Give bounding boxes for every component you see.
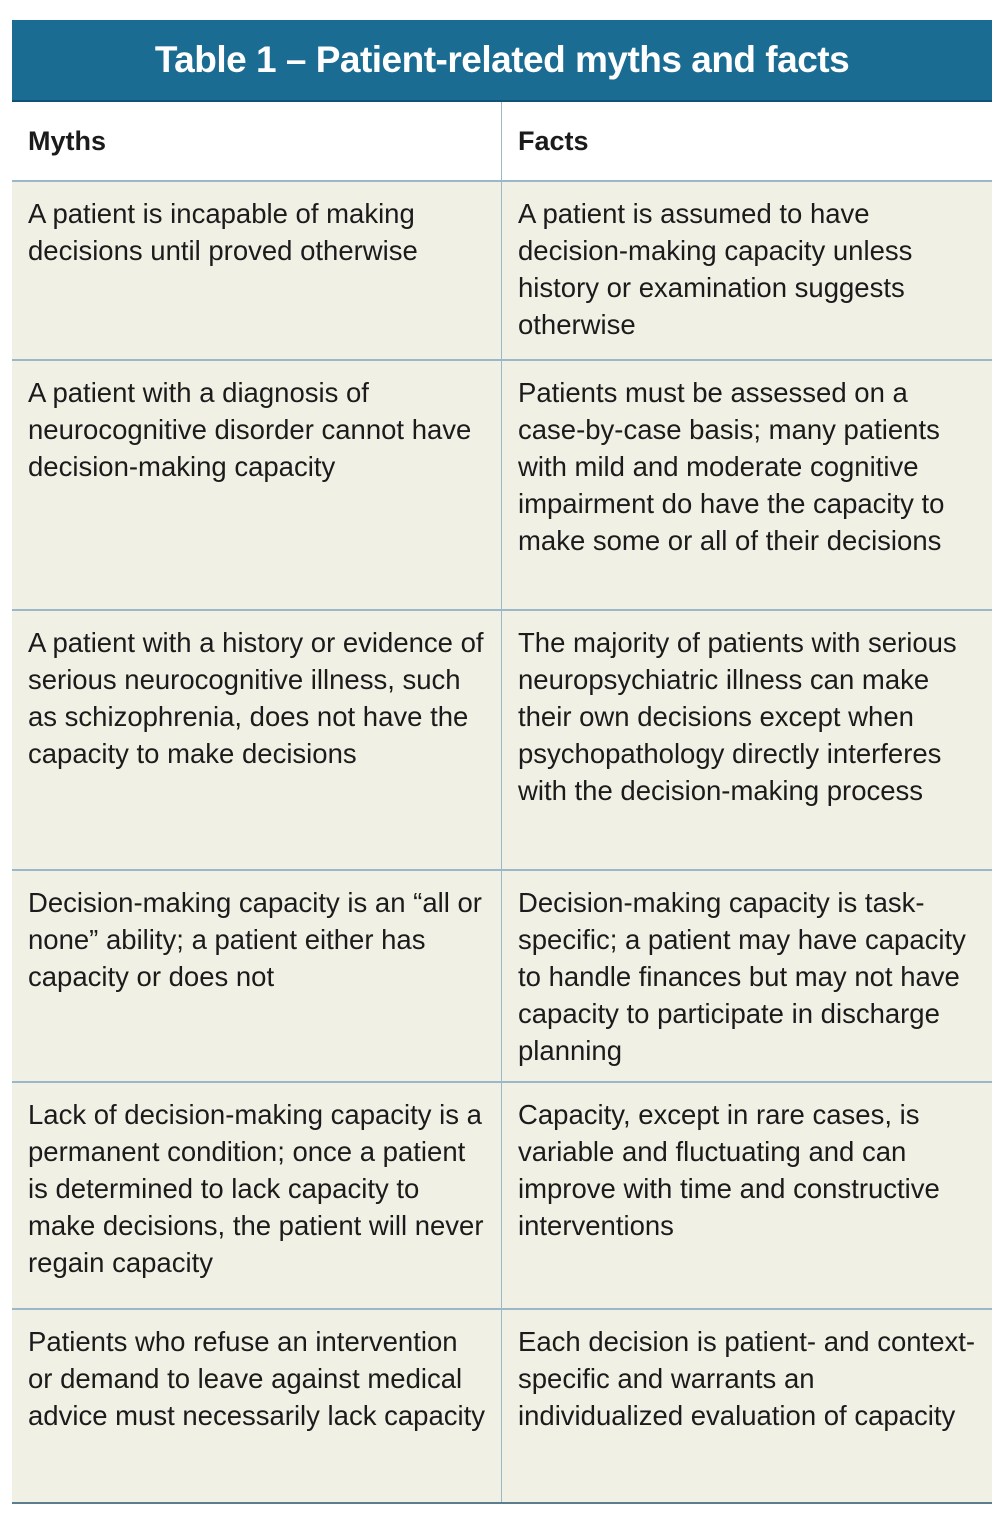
table-row: [12, 182, 992, 361]
fact-cell: Patients must be assessed on a case-by-case basis; many patients with mild and moderate cognitive impairment do have the capacity to make some or all of their decisions: [518, 377, 945, 556]
myth-cell: Lack of decision-making capacity is a permanent condition; once a patient is determined to lack capacity to make decisions, the patient will never regain capacity: [12, 1083, 502, 1308]
header-myths: Myths: [12, 102, 502, 180]
fact-cell: Each decision is patient- and context-specific and warrants an individualized evaluation of capacity: [518, 1326, 976, 1431]
myth-cell: Patients who refuse an intervention or demand to leave against medical advice must necessarily lack capacity: [12, 1310, 502, 1502]
table-row: [12, 361, 992, 611]
table-row: [12, 611, 992, 871]
table-title: Table 1 – Patient-related myths and facts: [12, 20, 992, 102]
myth-cell: A patient with a history or evidence of serious neurocognitive illness, such as schizophrenia, does not have the capacity to make decisions: [12, 611, 502, 869]
header-facts: Facts: [518, 125, 589, 156]
myths-facts-table: [12, 20, 992, 1504]
myth-cell: A patient is incapable of making decisions until proved otherwise: [12, 182, 502, 359]
myth-cell: A patient with a diagnosis of neurocognitive disorder cannot have decision-making capacity: [12, 361, 502, 609]
fact-cell: Decision-making capacity is task-specific; a patient may have capacity to handle finances but may not have capacity to participate in discharge planning: [518, 887, 966, 1066]
table-row: [12, 1083, 992, 1310]
table-header-row: [12, 102, 992, 182]
table-row: [12, 871, 992, 1083]
fact-cell: The majority of patients with serious neuropsychiatric illness can make their own decisions except when psychopathology directly interferes with the decision-making process: [518, 627, 957, 806]
myth-cell: Decision-making capacity is an “all or none” ability; a patient either has capacity or does not: [12, 871, 502, 1081]
fact-cell: Capacity, except in rare cases, is variable and fluctuating and can improve with time and constructive interventions: [518, 1099, 940, 1241]
table-row: [12, 1310, 992, 1504]
fact-cell: A patient is assumed to have decision-making capacity unless history or examination suggests otherwise: [518, 198, 913, 340]
table-body: [12, 182, 992, 1504]
